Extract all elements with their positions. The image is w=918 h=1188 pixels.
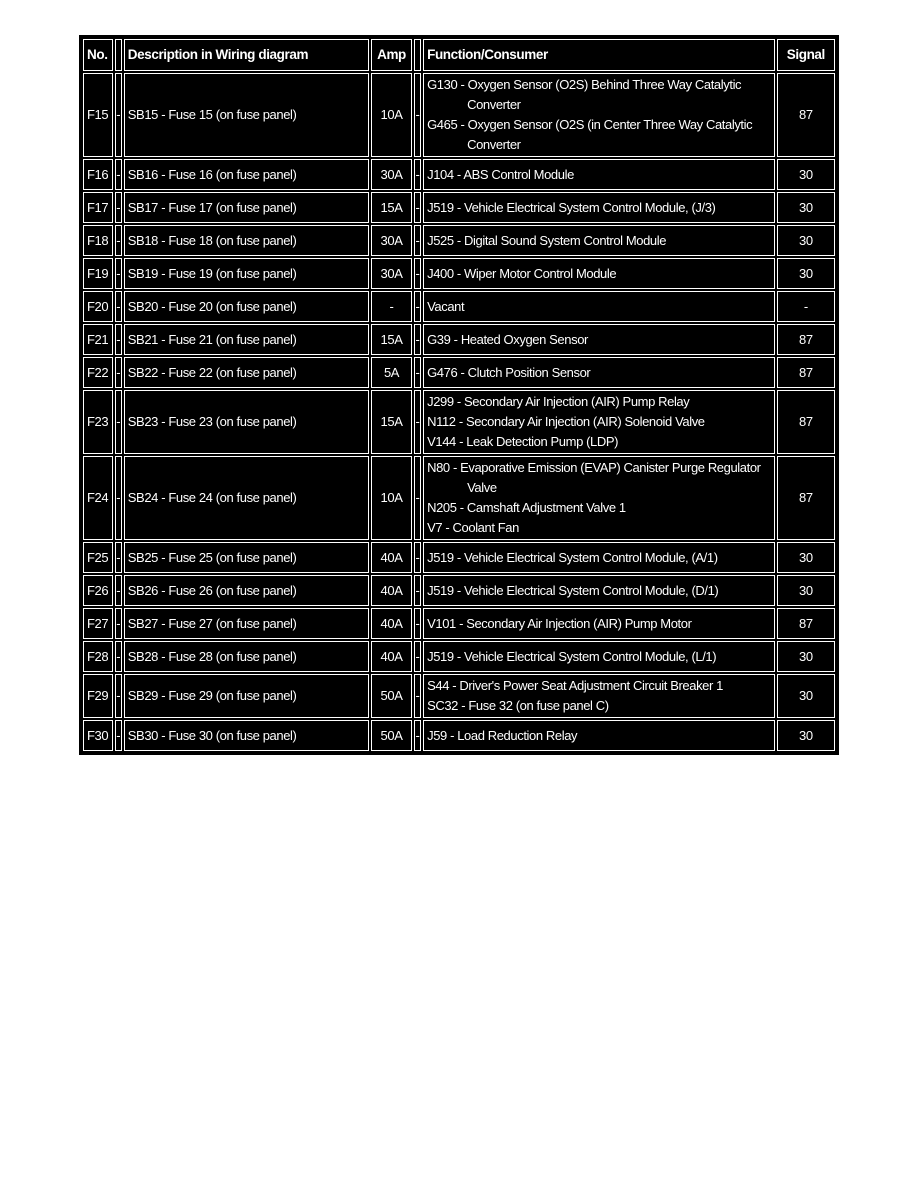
- header-amp: Amp: [371, 39, 412, 71]
- table-row: [83, 542, 835, 573]
- fuse-amperage: 50A: [371, 674, 412, 718]
- function-consumer: [423, 324, 775, 355]
- dash-separator: -: [414, 324, 421, 355]
- function-consumer: [423, 720, 775, 751]
- fuse-number: F22: [83, 357, 113, 388]
- dash-separator: -: [414, 674, 421, 718]
- fuse-amperage: 15A: [371, 192, 412, 223]
- fuse-description: SB28 - Fuse 28 (on fuse panel): [124, 641, 369, 672]
- dash-separator: -: [414, 608, 421, 639]
- function-line: G130 - Oxygen Sensor (O2S) Behind Three Way Catalytic: [427, 77, 742, 92]
- fuse-number: F18: [83, 225, 113, 256]
- function-consumer: [423, 258, 775, 289]
- table-row: [83, 192, 835, 223]
- function-line: S44 - Driver's Power Seat Adjustment Circuit Breaker 1: [427, 678, 723, 693]
- signal-value: 30: [777, 159, 835, 190]
- table-row: [83, 720, 835, 751]
- dash-separator: -: [115, 542, 122, 573]
- fuse-number: F30: [83, 720, 113, 751]
- function-line: J525 - Digital Sound System Control Module: [427, 232, 667, 248]
- table-body: [83, 73, 835, 751]
- dash-separator: -: [414, 575, 421, 606]
- dash-separator: -: [115, 159, 122, 190]
- signal-value: 87: [777, 456, 835, 540]
- fuse-amperage: 30A: [371, 258, 412, 289]
- function-line: J519 - Vehicle Electrical System Control Module, (L/1): [427, 648, 717, 664]
- fuse-number: F26: [83, 575, 113, 606]
- fuse-amperage: 40A: [371, 608, 412, 639]
- header-signal: Signal: [777, 39, 835, 71]
- signal-value: 87: [777, 608, 835, 639]
- dash-separator: -: [115, 456, 122, 540]
- fuse-table: [81, 37, 837, 753]
- fuse-amperage: 30A: [371, 225, 412, 256]
- signal-value: 87: [777, 390, 835, 454]
- fuse-number: F23: [83, 390, 113, 454]
- fuse-amperage: 30A: [371, 159, 412, 190]
- dash-separator: -: [115, 73, 122, 157]
- function-line: J519 - Vehicle Electrical System Control Module, (A/1): [427, 549, 718, 565]
- function-line: V144 - Leak Detection Pump (LDP): [427, 434, 619, 449]
- header-function: Function/Consumer: [423, 39, 775, 71]
- fuse-description: SB16 - Fuse 16 (on fuse panel): [124, 159, 369, 190]
- fuse-number: F28: [83, 641, 113, 672]
- table-row: [83, 258, 835, 289]
- function-consumer: [423, 159, 775, 190]
- fuse-number: F27: [83, 608, 113, 639]
- dash-separator: -: [115, 324, 122, 355]
- dash-separator: -: [414, 456, 421, 540]
- function-line: J299 - Secondary Air Injection (AIR) Pump Relay: [427, 394, 690, 409]
- fuse-number: F21: [83, 324, 113, 355]
- fuse-number: F29: [83, 674, 113, 718]
- fuse-description: SB18 - Fuse 18 (on fuse panel): [124, 225, 369, 256]
- fuse-amperage: 15A: [371, 390, 412, 454]
- table-row: [83, 73, 835, 157]
- dash-separator: -: [414, 225, 421, 256]
- fuse-description: SB17 - Fuse 17 (on fuse panel): [124, 192, 369, 223]
- signal-value: 30: [777, 720, 835, 751]
- signal-value: 30: [777, 192, 835, 223]
- table-row: [83, 390, 835, 454]
- function-consumer: [423, 575, 775, 606]
- fuse-number: F17: [83, 192, 113, 223]
- fuse-number: F25: [83, 542, 113, 573]
- dash-separator: -: [115, 674, 122, 718]
- signal-value: 30: [777, 575, 835, 606]
- function-consumer: [423, 192, 775, 223]
- fuse-description: SB25 - Fuse 25 (on fuse panel): [124, 542, 369, 573]
- dash-separator: -: [115, 720, 122, 751]
- header-spacer: [414, 39, 421, 71]
- fuse-amperage: 15A: [371, 324, 412, 355]
- function-consumer: [423, 641, 775, 672]
- header-description: Description in Wiring diagram: [124, 39, 369, 71]
- signal-value: 87: [777, 73, 835, 157]
- signal-value: 87: [777, 357, 835, 388]
- function-line: J519 - Vehicle Electrical System Control Module, (J/3): [427, 199, 716, 215]
- fuse-description: SB26 - Fuse 26 (on fuse panel): [124, 575, 369, 606]
- fuse-number: F15: [83, 73, 113, 157]
- fuse-description: SB22 - Fuse 22 (on fuse panel): [124, 357, 369, 388]
- function-line: G39 - Heated Oxygen Sensor: [427, 331, 588, 347]
- dash-separator: -: [115, 357, 122, 388]
- function-line: Converter: [467, 97, 521, 112]
- dash-separator: -: [414, 720, 421, 751]
- function-line: J400 - Wiper Motor Control Module: [427, 265, 617, 281]
- function-consumer: [423, 674, 775, 718]
- table-row: [83, 575, 835, 606]
- function-consumer: [423, 73, 775, 157]
- signal-value: 87: [777, 324, 835, 355]
- fuse-number: F16: [83, 159, 113, 190]
- dash-separator: -: [115, 258, 122, 289]
- function-line: J59 - Load Reduction Relay: [427, 727, 578, 743]
- fuse-amperage: 40A: [371, 575, 412, 606]
- signal-value: 30: [777, 258, 835, 289]
- fuse-amperage: 50A: [371, 720, 412, 751]
- function-line: SC32 - Fuse 32 (on fuse panel C): [427, 698, 609, 713]
- function-line: G476 - Clutch Position Sensor: [427, 364, 591, 380]
- dash-separator: -: [115, 575, 122, 606]
- dash-separator: -: [115, 192, 122, 223]
- table-row: [83, 357, 835, 388]
- fuse-number: F20: [83, 291, 113, 322]
- header-no: No.: [83, 39, 113, 71]
- dash-separator: -: [115, 291, 122, 322]
- fuse-description: SB27 - Fuse 27 (on fuse panel): [124, 608, 369, 639]
- fuse-description: SB20 - Fuse 20 (on fuse panel): [124, 291, 369, 322]
- fuse-amperage: 10A: [371, 73, 412, 157]
- function-line: Converter: [467, 137, 521, 152]
- fuse-amperage: 5A: [371, 357, 412, 388]
- header-spacer: [115, 39, 122, 71]
- function-line: Valve: [467, 480, 497, 495]
- dash-separator: -: [414, 542, 421, 573]
- function-line: V101 - Secondary Air Injection (AIR) Pump Motor: [427, 615, 692, 631]
- fuse-amperage: 40A: [371, 542, 412, 573]
- table-row: [83, 456, 835, 540]
- fuse-description: SB30 - Fuse 30 (on fuse panel): [124, 720, 369, 751]
- fuse-table-container: [79, 35, 839, 755]
- fuse-description: SB24 - Fuse 24 (on fuse panel): [124, 456, 369, 540]
- signal-value: -: [777, 291, 835, 322]
- table-row: [83, 291, 835, 322]
- dash-separator: -: [414, 192, 421, 223]
- table-row: [83, 324, 835, 355]
- fuse-description: SB29 - Fuse 29 (on fuse panel): [124, 674, 369, 718]
- fuse-number: F24: [83, 456, 113, 540]
- fuse-description: SB15 - Fuse 15 (on fuse panel): [124, 73, 369, 157]
- signal-value: 30: [777, 542, 835, 573]
- dash-separator: -: [414, 291, 421, 322]
- function-consumer: [423, 542, 775, 573]
- dash-separator: -: [115, 390, 122, 454]
- table-row: [83, 674, 835, 718]
- function-line: J104 - ABS Control Module: [427, 166, 574, 182]
- dash-separator: -: [414, 159, 421, 190]
- dash-separator: -: [115, 608, 122, 639]
- table-row: [83, 641, 835, 672]
- fuse-description: SB19 - Fuse 19 (on fuse panel): [124, 258, 369, 289]
- table-header-row: [83, 39, 835, 71]
- dash-separator: -: [414, 357, 421, 388]
- signal-value: 30: [777, 674, 835, 718]
- function-line: J519 - Vehicle Electrical System Control Module, (D/1): [427, 582, 719, 598]
- dash-separator: -: [414, 73, 421, 157]
- function-line: N80 - Evaporative Emission (EVAP) Canister Purge Regulator: [427, 460, 761, 475]
- signal-value: 30: [777, 641, 835, 672]
- dash-separator: -: [414, 258, 421, 289]
- function-line: V7 - Coolant Fan: [427, 520, 519, 535]
- function-line: G465 - Oxygen Sensor (O2S (in Center Three Way Catalytic: [427, 117, 753, 132]
- dash-separator: -: [414, 390, 421, 454]
- dash-separator: -: [115, 225, 122, 256]
- function-line: N205 - Camshaft Adjustment Valve 1: [427, 500, 626, 515]
- fuse-description: SB21 - Fuse 21 (on fuse panel): [124, 324, 369, 355]
- function-consumer: [423, 608, 775, 639]
- function-line: Vacant: [427, 298, 465, 314]
- function-consumer: [423, 456, 775, 540]
- function-consumer: [423, 357, 775, 388]
- fuse-amperage: -: [371, 291, 412, 322]
- fuse-description: SB23 - Fuse 23 (on fuse panel): [124, 390, 369, 454]
- table-row: [83, 608, 835, 639]
- fuse-amperage: 40A: [371, 641, 412, 672]
- table-row: [83, 159, 835, 190]
- table-row: [83, 225, 835, 256]
- fuse-number: F19: [83, 258, 113, 289]
- dash-separator: -: [115, 641, 122, 672]
- function-line: N112 - Secondary Air Injection (AIR) Solenoid Valve: [427, 414, 705, 429]
- fuse-amperage: 10A: [371, 456, 412, 540]
- function-consumer: [423, 225, 775, 256]
- dash-separator: -: [414, 641, 421, 672]
- function-consumer: [423, 291, 775, 322]
- signal-value: 30: [777, 225, 835, 256]
- function-consumer: [423, 390, 775, 454]
